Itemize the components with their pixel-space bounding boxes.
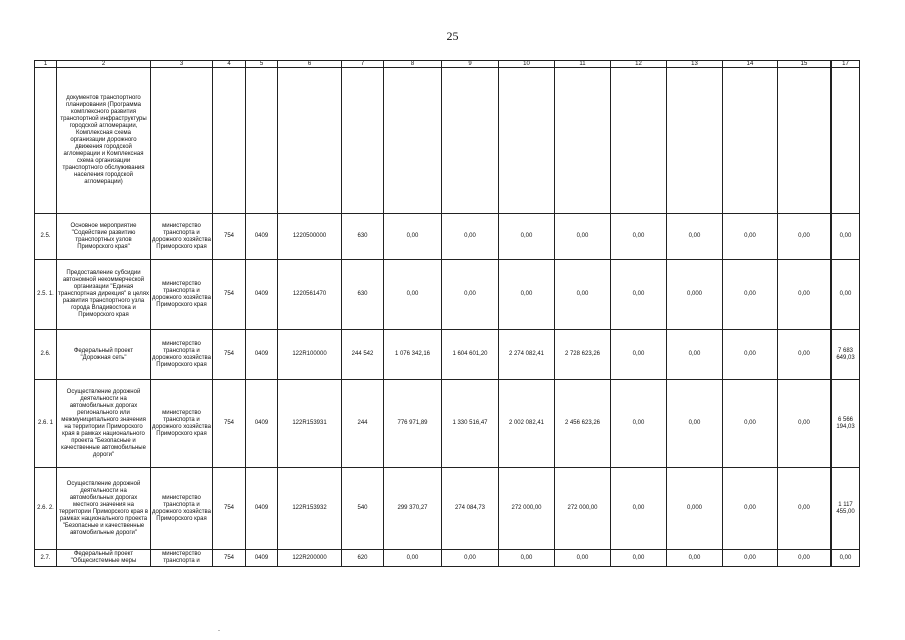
cell-col-8: 0,00 — [384, 550, 442, 567]
table-row — [35, 68, 860, 214]
cell-col-10 — [499, 68, 555, 214]
cell-col-12: 0,00 — [611, 550, 667, 567]
cell-col-5 — [246, 68, 278, 214]
table-row — [35, 214, 860, 260]
cell-col-13: 0,000 — [667, 260, 723, 330]
cell-col-1: 2.5. — [35, 214, 57, 260]
col-header-11: 11 — [555, 61, 611, 68]
cell-col-14: 0,00 — [723, 260, 778, 330]
cell-col-6: 1220500000 — [278, 214, 342, 260]
cell-col-7: 620 — [342, 550, 384, 567]
cell-col-10: 272 000,00 — [499, 468, 555, 550]
page-number: 25 — [446, 29, 459, 43]
cell-col-9: 1 604 601,20 — [442, 330, 499, 380]
cell-col-13: 0,00 — [667, 214, 723, 260]
cell-col-3: министерство транспорта и дорожного хозяйства Приморского края — [151, 214, 213, 260]
cell-col-14: 0,00 — [723, 550, 778, 567]
cell-col-14: 0,00 — [723, 468, 778, 550]
cell-col-2: Осуществление дорожной деятельности на автомобильных дорогах местного значения на территории Приморского края в рамках национального проекта "Безопасные и качественные автомобильные дороги" — [57, 468, 151, 550]
cell-col-3 — [151, 68, 213, 214]
cell-col-10: 0,00 — [499, 550, 555, 567]
cell-col-6: 122R100000 — [278, 330, 342, 380]
cell-col-12: 0,00 — [611, 260, 667, 330]
cell-col-9: 1 330 516,47 — [442, 380, 499, 468]
table-row — [35, 260, 860, 330]
cell-col-11: 0,00 — [555, 260, 611, 330]
cell-col-1: 2.6. 2. — [35, 468, 57, 550]
cell-col-11 — [555, 68, 611, 214]
cell-col-15: 0,00 — [778, 550, 831, 567]
cell-col-6: 122R153931 — [278, 380, 342, 468]
cell-col-8: 0,00 — [384, 214, 442, 260]
cell-col-11: 0,00 — [555, 550, 611, 567]
cell-col-13: 0,000 — [667, 468, 723, 550]
cell-col-12: 0,00 — [611, 330, 667, 380]
cell-col-17 — [832, 68, 860, 214]
cell-col-17: 1 117 455,00 — [832, 468, 860, 550]
cell-col-6: 122R200000 — [278, 550, 342, 567]
col-header-6: 6 — [278, 61, 342, 68]
cell-col-5: 0409 — [246, 550, 278, 567]
cell-col-8: 0,00 — [384, 260, 442, 330]
cell-col-17: 6 566 194,03 — [832, 380, 860, 468]
cell-col-14: 0,00 — [723, 380, 778, 468]
col-header-3: 3 — [151, 61, 213, 68]
cell-col-3: министерство транспорта и — [151, 550, 213, 567]
cell-col-2: Федеральный проект "Дорожная сеть" — [57, 330, 151, 380]
cell-col-3: министерство транспорта и дорожного хозяйства Приморского края — [151, 380, 213, 468]
cell-col-9: 0,00 — [442, 550, 499, 567]
cell-col-6: 1220561470 — [278, 260, 342, 330]
cell-col-15 — [778, 68, 831, 214]
cell-col-2: Основное мероприятие "Содействие развитию транспортных узлов Приморского края" — [57, 214, 151, 260]
cell-col-17: 0,00 — [832, 214, 860, 260]
cell-col-4: 754 — [213, 380, 246, 468]
col-header-2: 2 — [57, 61, 151, 68]
cell-col-10: 2 002 082,41 — [499, 380, 555, 468]
table-row — [35, 380, 860, 468]
cell-col-11: 2 728 623,26 — [555, 330, 611, 380]
cell-col-4: 754 — [213, 330, 246, 380]
cell-col-14: 0,00 — [723, 214, 778, 260]
cell-col-1: 2.5. 1. — [35, 260, 57, 330]
cell-col-7: 630 — [342, 260, 384, 330]
col-header-12: 12 — [611, 61, 667, 68]
cell-col-4: 754 — [213, 260, 246, 330]
cell-col-14 — [723, 68, 778, 214]
col-header-8: 8 — [384, 61, 442, 68]
cell-col-3: министерство транспорта и дорожного хозяйства Приморского края — [151, 260, 213, 330]
col-header-17: 17 — [832, 61, 860, 68]
cell-col-5: 0409 — [246, 468, 278, 550]
cell-col-15: 0,00 — [778, 380, 831, 468]
cell-col-11: 272 000,00 — [555, 468, 611, 550]
cell-col-12 — [611, 68, 667, 214]
cell-col-13: 0,00 — [667, 550, 723, 567]
table-row — [35, 468, 860, 550]
cell-col-15: 0,00 — [778, 330, 831, 380]
col-header-4: 4 — [213, 61, 246, 68]
cell-col-17: 0,00 — [832, 550, 860, 567]
cell-col-9 — [442, 68, 499, 214]
cell-col-5: 0409 — [246, 260, 278, 330]
cell-col-8 — [384, 68, 442, 214]
cell-col-2: Федеральный проект "Общесистемные меры — [57, 550, 151, 567]
cell-col-11: 2 456 623,26 — [555, 380, 611, 468]
cell-col-2: Предоставление субсидии автономной некоммерческой организации "Единая транспортная дирекция" в целях развития транспортного узла города Владивостока и Приморского края — [57, 260, 151, 330]
col-header-5: 5 — [246, 61, 278, 68]
cell-col-7: 630 — [342, 214, 384, 260]
cell-col-4: 754 — [213, 214, 246, 260]
cell-col-9: 274 084,73 — [442, 468, 499, 550]
budget-table — [34, 60, 860, 567]
cell-col-13: 0,00 — [667, 380, 723, 468]
cell-col-3: министерство транспорта и дорожного хозяйства Приморского края — [151, 330, 213, 380]
cell-col-1 — [35, 68, 57, 214]
cell-col-4 — [213, 68, 246, 214]
cell-col-13: 0,00 — [667, 330, 723, 380]
cell-col-1: 2.6. 1 — [35, 380, 57, 468]
cell-col-1: 2.6. — [35, 330, 57, 380]
cell-col-10: 0,00 — [499, 214, 555, 260]
cell-col-2: Осуществление дорожной деятельности на автомобильных дорогах регионального или межмуниципального значения на территории Приморского края в рамках национального проекта "Безопасные и качественные автомобильные дороги" — [57, 380, 151, 468]
cell-col-5: 0409 — [246, 214, 278, 260]
cell-col-4: 754 — [213, 550, 246, 567]
table-row — [35, 330, 860, 380]
cell-col-1: 2.7. — [35, 550, 57, 567]
cell-col-15: 0,00 — [778, 260, 831, 330]
col-header-9: 9 — [442, 61, 499, 68]
cell-col-12: 0,00 — [611, 380, 667, 468]
col-header-15: 15 — [778, 61, 831, 68]
cell-col-9: 0,00 — [442, 214, 499, 260]
cell-col-8: 299 370,27 — [384, 468, 442, 550]
cell-col-4: 754 — [213, 468, 246, 550]
cell-col-13 — [667, 68, 723, 214]
cell-col-12: 0,00 — [611, 214, 667, 260]
cell-col-8: 776 971,89 — [384, 380, 442, 468]
cell-col-7: 244 542 — [342, 330, 384, 380]
cell-col-15: 0,00 — [778, 214, 831, 260]
cell-col-6 — [278, 68, 342, 214]
cell-col-7: 244 — [342, 380, 384, 468]
cell-col-7: 540 — [342, 468, 384, 550]
cell-col-6: 122R153932 — [278, 468, 342, 550]
cell-col-17: 7 683 649,03 — [832, 330, 860, 380]
cell-col-17: 0,00 — [832, 260, 860, 330]
cell-col-10: 2 274 082,41 — [499, 330, 555, 380]
cell-col-3: министерство транспорта и дорожного хозяйства Приморского края — [151, 468, 213, 550]
col-header-14: 14 — [723, 61, 778, 68]
cell-col-9: 0,00 — [442, 260, 499, 330]
cell-col-12: 0,00 — [611, 468, 667, 550]
cell-col-5: 0409 — [246, 330, 278, 380]
col-header-1: 1 — [35, 61, 57, 68]
cell-col-11: 0,00 — [555, 214, 611, 260]
cell-col-2: документов транспортного планирования (Программа комплексного развития транспортной инфраструктуры городской агломерации, Комплексная схема организации дорожного движения городской агломерации и Комплексная схема организации транспортного обслуживания населения городской агломерации) — [57, 68, 151, 214]
header-row — [35, 61, 860, 68]
col-header-13: 13 — [667, 61, 723, 68]
cell-col-8: 1 076 342,16 — [384, 330, 442, 380]
col-header-7: 7 — [342, 61, 384, 68]
cell-col-5: 0409 — [246, 380, 278, 468]
cell-col-14: 0,00 — [723, 330, 778, 380]
col-header-10: 10 — [499, 61, 555, 68]
cell-col-10: 0,00 — [499, 260, 555, 330]
table-row — [35, 550, 860, 567]
scan-speck — [218, 630, 220, 631]
cell-col-7 — [342, 68, 384, 214]
cell-col-15: 0,00 — [778, 468, 831, 550]
